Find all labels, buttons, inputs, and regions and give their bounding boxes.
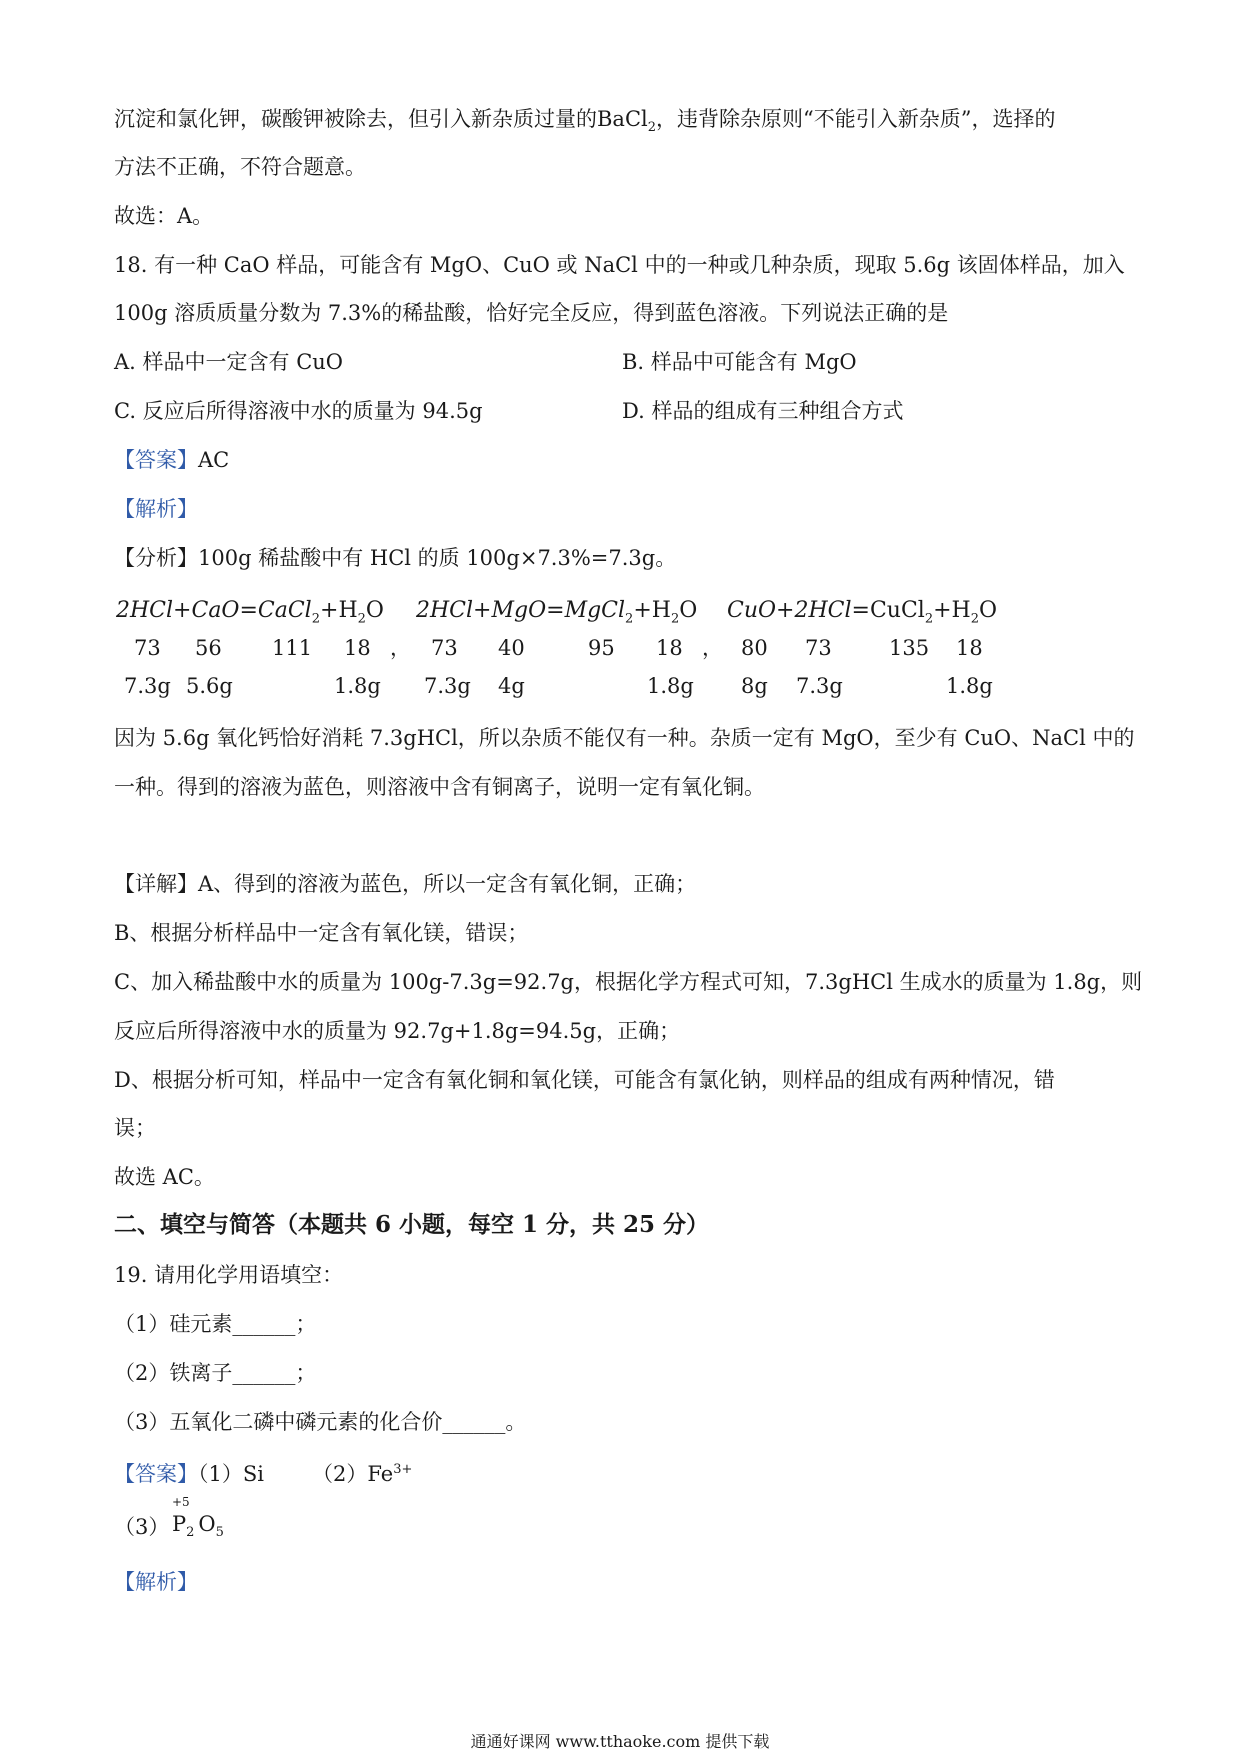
mass-number: 18: [656, 636, 683, 660]
mass-number: 73: [805, 636, 832, 660]
mass-value: 1.8g: [647, 674, 694, 698]
p2o5-formula: +5 $P_2$ $O_5$: [172, 1495, 224, 1541]
answer-tag: 【答案】: [114, 1462, 198, 1486]
conclusion-line: 故选：A。: [114, 204, 214, 228]
mass-number: 73: [134, 636, 161, 660]
equation-2: $2HCl+MgO=MgCl_2+H_2O$: [416, 598, 698, 627]
detail-line: 【详解】A、得到的溶液为蓝色，所以一定含有氧化铜，正确；: [114, 872, 697, 896]
mass-value: 1.8g: [946, 674, 993, 698]
question-18-stem-cont: 100g 溶质质量分数为 7.3%的稀盐酸，恰好完全反应，得到蓝色溶液。下列说法正确的是: [114, 301, 949, 325]
analysis-tag-line: [114, 495, 198, 523]
mass-number: 40: [498, 636, 525, 660]
valence-mark: +5: [172, 1495, 190, 1509]
question-19-stem: 19. 请用化学用语填空：: [114, 1263, 344, 1287]
mass-number: 80: [741, 636, 768, 660]
paragraph-line: 沉淀和氯化钾，碳酸钾被除去，但引入新杂质过量的BaCl$_2$，违背除杂原则“不能引入新杂质”，选择的: [114, 107, 1056, 136]
equation-3: $CuO+2HCl=CuCl_2+H_2O$: [727, 598, 998, 627]
question-19-part: （3）五氧化二磷中磷元素的化合价______。: [114, 1410, 527, 1434]
mass-value: 7.3g: [124, 674, 171, 698]
mass-number: 95: [588, 636, 615, 660]
option-b: B. 样品中可能含有 MgO: [622, 350, 857, 374]
separator: ，: [390, 636, 411, 660]
mass-number: 18: [344, 636, 371, 660]
option-d: D. 样品的组成有三种组合方式: [622, 399, 904, 423]
answer-19: 【答案】（1）Si $(2)Fe^{3+}$: [114, 1462, 413, 1486]
detail-line: D、根据分析可知，样品中一定含有氧化铜和氧化镁，可能含有氯化钠，则样品的组成有两种情况，错: [114, 1068, 1055, 1092]
conclusion-line: 故选 AC。: [114, 1165, 215, 1189]
mass-number: 56: [195, 636, 222, 660]
mass-number: 18: [956, 636, 983, 660]
equation-1: $2HCl+CaO=CaCl_2+H_2O$: [116, 598, 384, 627]
analysis-text: 一种。得到的溶液为蓝色，则溶液中含有铜离子，说明一定有氧化铜。: [114, 775, 765, 799]
question-19-part: （2）铁离子______；: [114, 1361, 317, 1385]
mass-number: 111: [272, 636, 313, 660]
analysis-tag: 【解析】: [114, 1570, 198, 1594]
mass-value: 7.3g: [796, 674, 843, 698]
mass-value: 7.3g: [424, 674, 471, 698]
answer-tag: 【答案】: [114, 448, 198, 472]
section-heading: 二、填空与简答（本题共 6 小题，每空 1 分，共 25 分）: [114, 1211, 710, 1238]
answer-18: 【答案】AC: [114, 448, 230, 472]
mass-number: 73: [431, 636, 458, 660]
option-c: C. 反应后所得溶液中水的质量为 94.5g: [114, 399, 483, 423]
mass-value: 1.8g: [334, 674, 381, 698]
separator: ，: [702, 636, 723, 660]
detail-line: 误；: [114, 1116, 156, 1140]
mass-value: 8g: [741, 674, 768, 698]
mass-number: 135: [889, 636, 930, 660]
detail-line: 反应后所得溶液中水的质量为 92.7g+1.8g=94.5g，正确；: [114, 1019, 681, 1043]
analysis-text: 因为 5.6g 氧化钙恰好消耗 7.3gHCl，所以杂质不能仅有一种。杂质一定有 MgO，至少有 CuO、NaCl 中的: [114, 726, 1135, 750]
question-19-part: （1）硅元素______；: [114, 1312, 317, 1336]
detail-line: C、加入稀盐酸中水的质量为 100g-7.3g=92.7g，根据化学方程式可知，7.3gHCl 生成水的质量为 1.8g，则: [114, 970, 1143, 994]
analysis-tag: 【解析】: [114, 497, 198, 521]
fenxi-tag: 【分析】: [114, 546, 198, 570]
footer-source: 通通好课网 www.tthaoke.com 提供下载: [470, 1732, 770, 1751]
paragraph-line: 方法不正确，不符合题意。: [114, 155, 366, 179]
option-a: A. 样品中一定含有 CuO: [114, 350, 343, 374]
mass-value: 5.6g: [186, 674, 233, 698]
mass-value: 4g: [498, 674, 525, 698]
analysis-line: 【分析】100g 稀盐酸中有 HCl 的质 100g×7.3%=7.3g。: [114, 546, 677, 570]
analysis-tag-line: [114, 1568, 198, 1596]
detail-tag: 【详解】: [114, 872, 198, 896]
answer-19-part3: （3）: [114, 1515, 170, 1539]
detail-line: B、根据分析样品中一定含有氧化镁，错误；: [114, 921, 529, 945]
question-18-stem: 18. 有一种 CaO 样品，可能含有 MgO、CuO 或 NaCl 中的一种或几种杂质，现取 5.6g 该固体样品，加入: [114, 253, 1125, 277]
